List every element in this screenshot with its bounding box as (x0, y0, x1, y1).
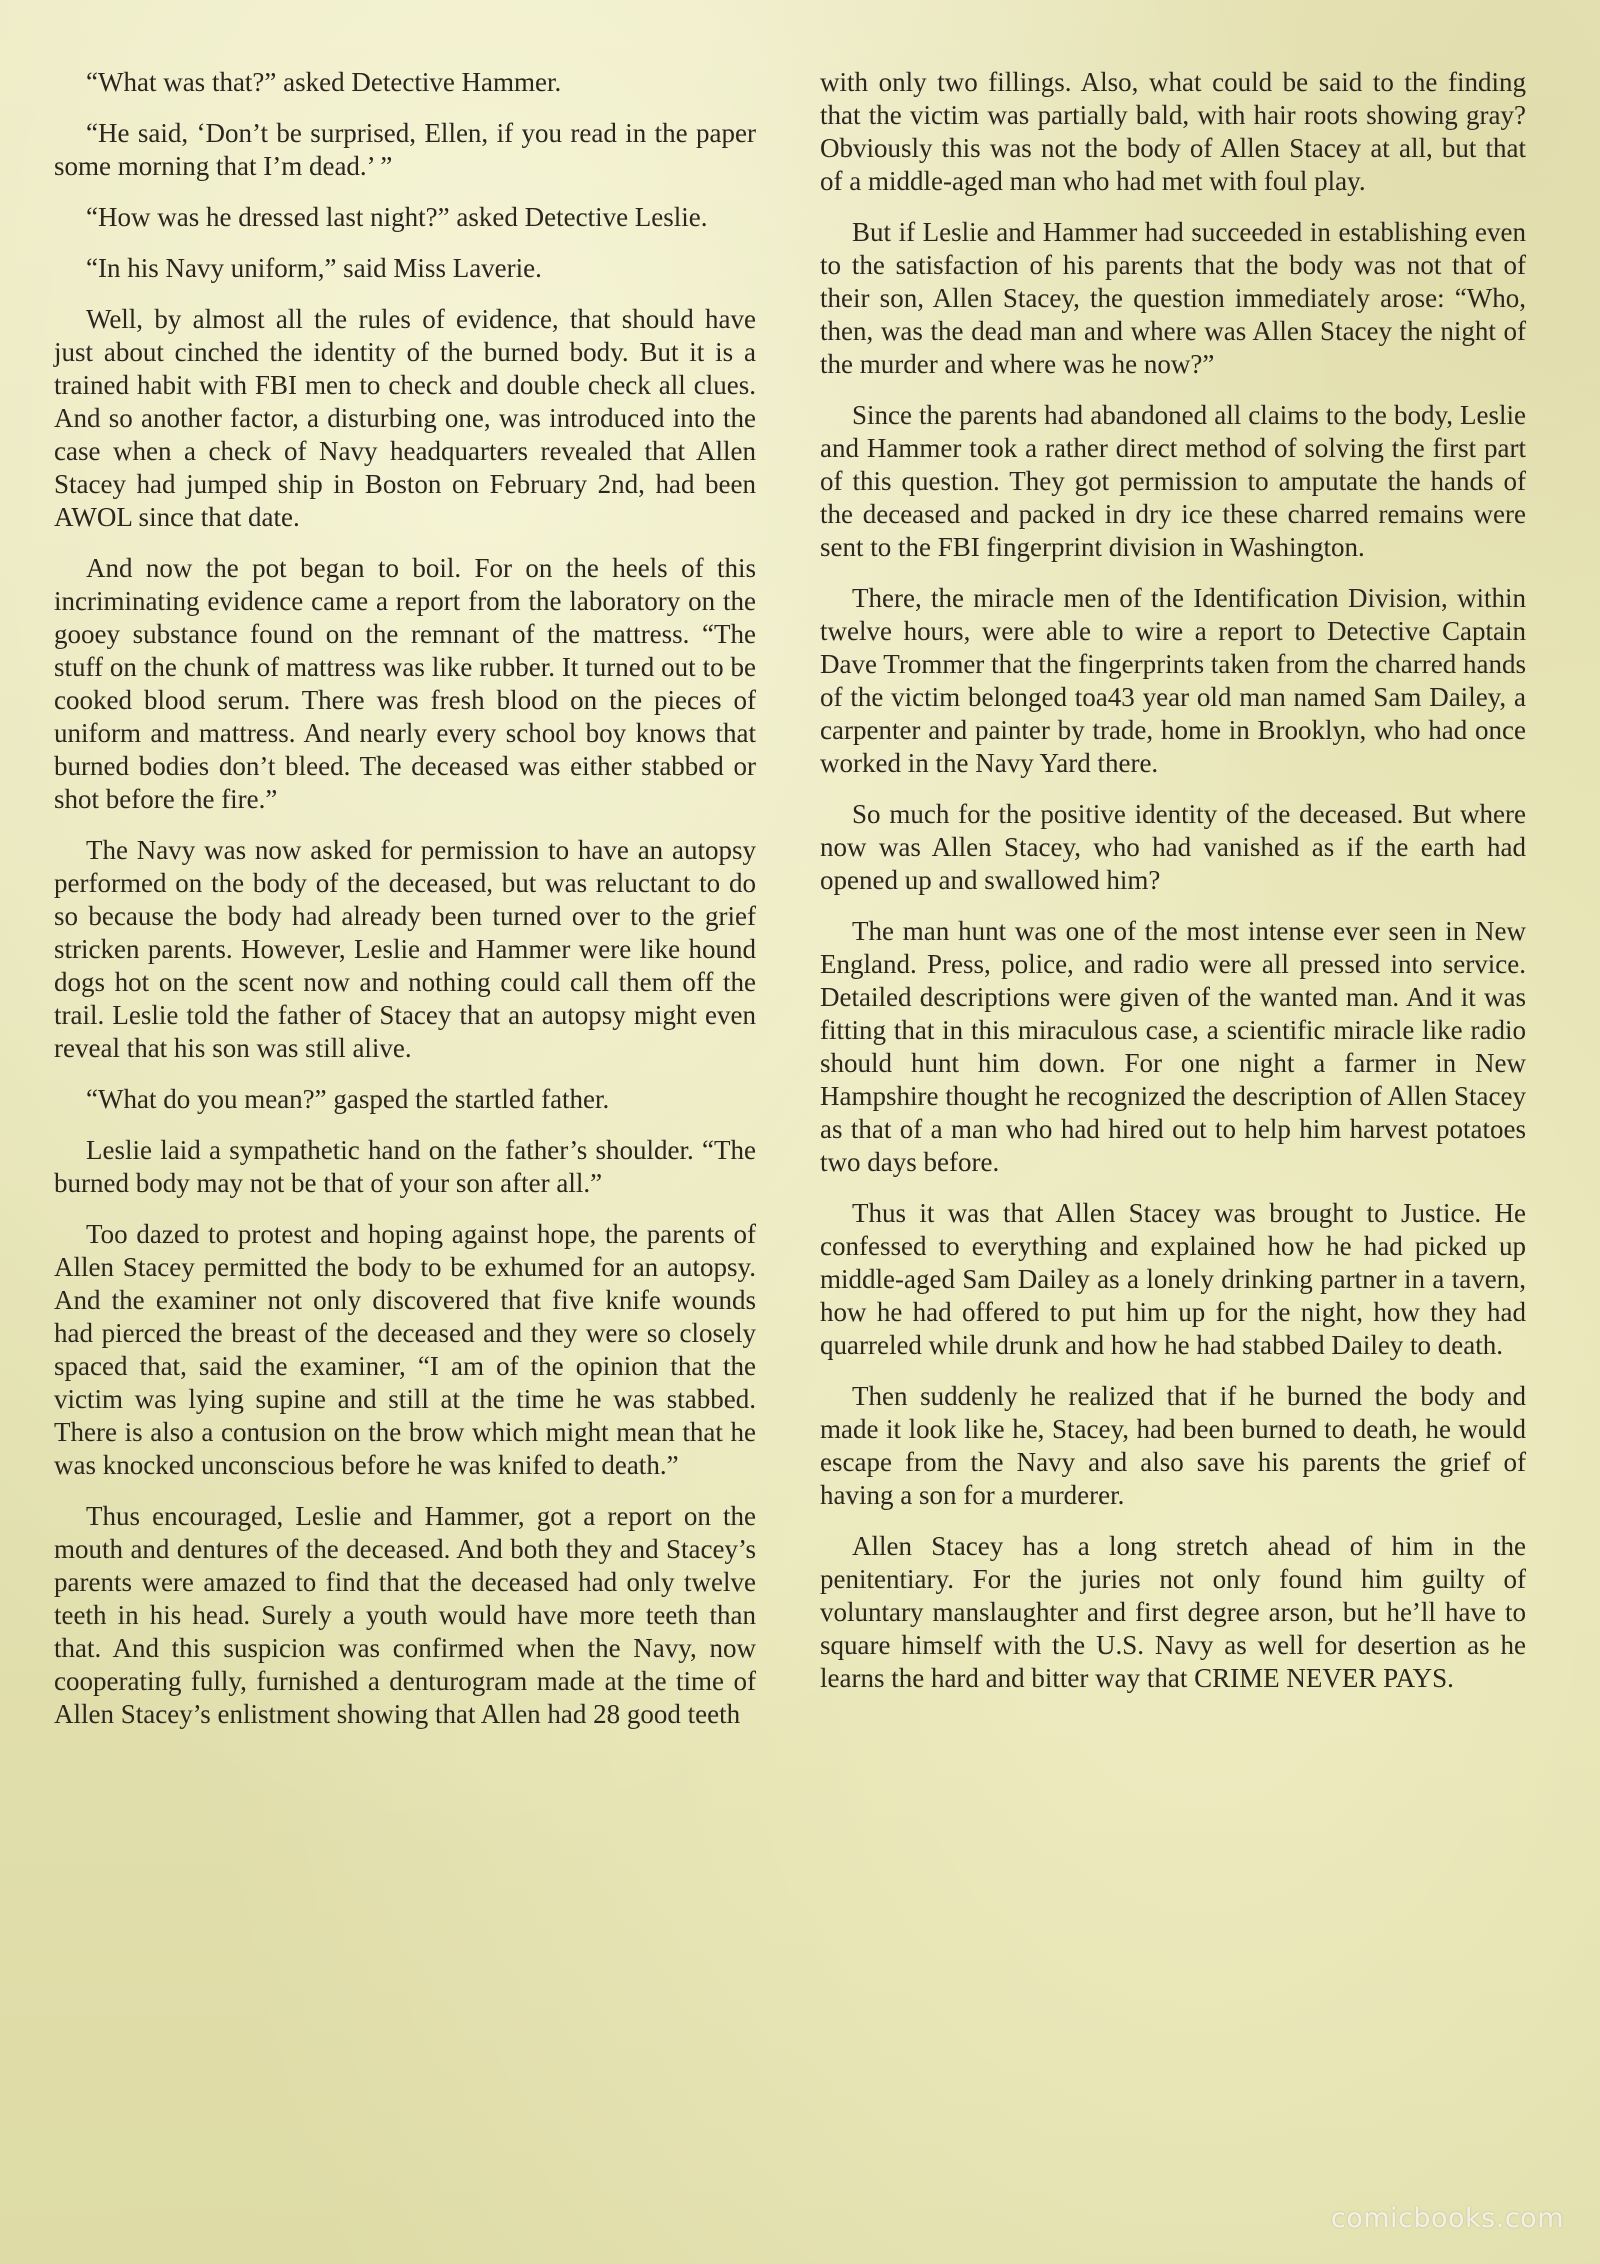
paragraph: Thus it was that Allen Stacey was brought to Justice. He confessed to everything and explained how he had picked up middle-aged Sam Dailey as a lonely drinking partner in a tavern, how he had offered to put him up for the night, how they had quarreled while drunk and how he had stabbed Dailey to death. (820, 1198, 1526, 1360)
paragraph: Leslie laid a sympathetic hand on the father’s shoulder. “The burned body may not be that of your son after all.” (54, 1135, 756, 1198)
paragraph: But if Leslie and Hammer had succeeded in establishing even to the satisfaction of his parents that the body was not that of their son, Allen Stacey, the question immediately arose: “Who, then, was the dead man and where was Allen Stacey the night of the murder and where was he now?” (820, 217, 1526, 379)
paragraph: Too dazed to protest and hoping against hope, the parents of Allen Stacey permitted the body to be exhumed for an autopsy. And the examiner not only discovered that five knife wounds had pierced the breast of the deceased and they were so closely spaced that, said the examiner, “I am of the opinion that the victim was lying supine and still at the time he was stabbed. There is also a contusion on the brow which might mean that he was knocked unconscious before he was knifed to death.” (54, 1219, 756, 1480)
paragraph: with only two fillings. Also, what could be said to the finding that the victim was partially bald, with hair roots showing gray? Obviously this was not the body of Allen Stacey at all, but that of a middle-aged man who had met with foul play. (820, 67, 1526, 196)
paragraph: The Navy was now asked for permission to have an autopsy performed on the body of the deceased, but was reluctant to do so because the body had already been turned over to the grief stricken parents. However, Leslie and Hammer were like hound dogs hot on the scent now and nothing could call them off the trail. Leslie told the father of Stacey that an autopsy might even reveal that his son was still alive. (54, 835, 756, 1063)
paragraph: The man hunt was one of the most intense ever seen in New England. Press, police, and radio were all pressed into service. Detailed descriptions were given of the wanted man. And it was fitting that in this miraculous case, a scientific miracle like radio should hunt him down. For one night a farmer in New Hampshire thought he recognized the description of Allen Stacey as that of a man who had hired out to help him harvest potatoes two days before. (820, 916, 1526, 1177)
paragraph: “What was that?” asked Detective Hammer. (86, 67, 562, 97)
paragraph: Thus encouraged, Leslie and Hammer, got a report on the mouth and dentures of the deceased. And both they and Stacey’s parents were amazed to find that the deceased had only twelve teeth in his head. Surely a youth would have more teeth than that. And this suspicion was confirmed when the Navy, now cooperating fully, furnished a denturogram made at the time of Allen Stacey’s enlistment showing that Allen had 28 good teeth (54, 1501, 756, 1729)
right-text-column (820, 66, 1526, 1713)
paragraph: “How was he dressed last night?” asked Detective Leslie. (86, 202, 708, 232)
paragraph: “What do you mean?” gasped the startled father. (86, 1084, 610, 1114)
paragraph: “In his Navy uniform,” said Miss Laverie. (86, 253, 542, 283)
paragraph: There, the miracle men of the Identification Division, within twelve hours, were able to wire a report to Detective Captain Dave Trommer that the fingerprints taken from the charred hands of the victim belonged toa43 year old man named Sam Dailey, a carpenter and painter by trade, home in Brooklyn, who had once worked in the Navy Yard there. (820, 583, 1526, 778)
paragraph: Allen Stacey has a long stretch ahead of him in the penitentiary. For the juries not only found him guilty of voluntary manslaughter and first degree arson, but he’ll have to square himself with the U.S. Navy as well for desertion as he learns the hard and bitter way that CRIME NEVER PAYS. (820, 1531, 1526, 1693)
paragraph: “He said, ‘Don’t be surprised, Ellen, if you read in the paper some morning that I’m dead.’ ” (54, 118, 756, 181)
paragraph: Well, by almost all the rules of evidence, that should have just about cinched the identity of the burned body. But it is a trained habit with FBI men to check and double check all clues. And so another factor, a disturbing one, was introduced into the case when a check of Navy headquarters revealed that Allen Stacey had jumped ship in Boston on February 2nd, had been AWOL since that date. (54, 304, 756, 532)
left-text-column (54, 66, 756, 1749)
paragraph: Since the parents had abandoned all claims to the body, Leslie and Hammer took a rather direct method of solving the first part of this question. They got permission to amputate the hands of the deceased and packed in dry ice these charred remains were sent to the FBI fingerprint division in Washington. (820, 400, 1526, 562)
watermark-text: comicbooks.com (1330, 2203, 1564, 2234)
paragraph: And now the pot began to boil. For on the heels of this incriminating evidence came a report from the laboratory on the gooey substance found on the remnant of the mattress. “The stuff on the chunk of mattress was like rubber. It turned out to be cooked blood serum. There was fresh blood on the pieces of uniform and mattress. And nearly every school boy knows that burned bodies don’t bleed. The deceased was either stabbed or shot before the fire.” (54, 553, 756, 814)
paragraph: So much for the positive identity of the deceased. But where now was Allen Stacey, who had vanished as if the earth had opened up and swallowed him? (820, 799, 1526, 895)
paragraph: Then suddenly he realized that if he burned the body and made it look like he, Stacey, had been burned to death, he would escape from the Navy and also save his parents the grief of having a son for a murderer. (820, 1381, 1526, 1510)
